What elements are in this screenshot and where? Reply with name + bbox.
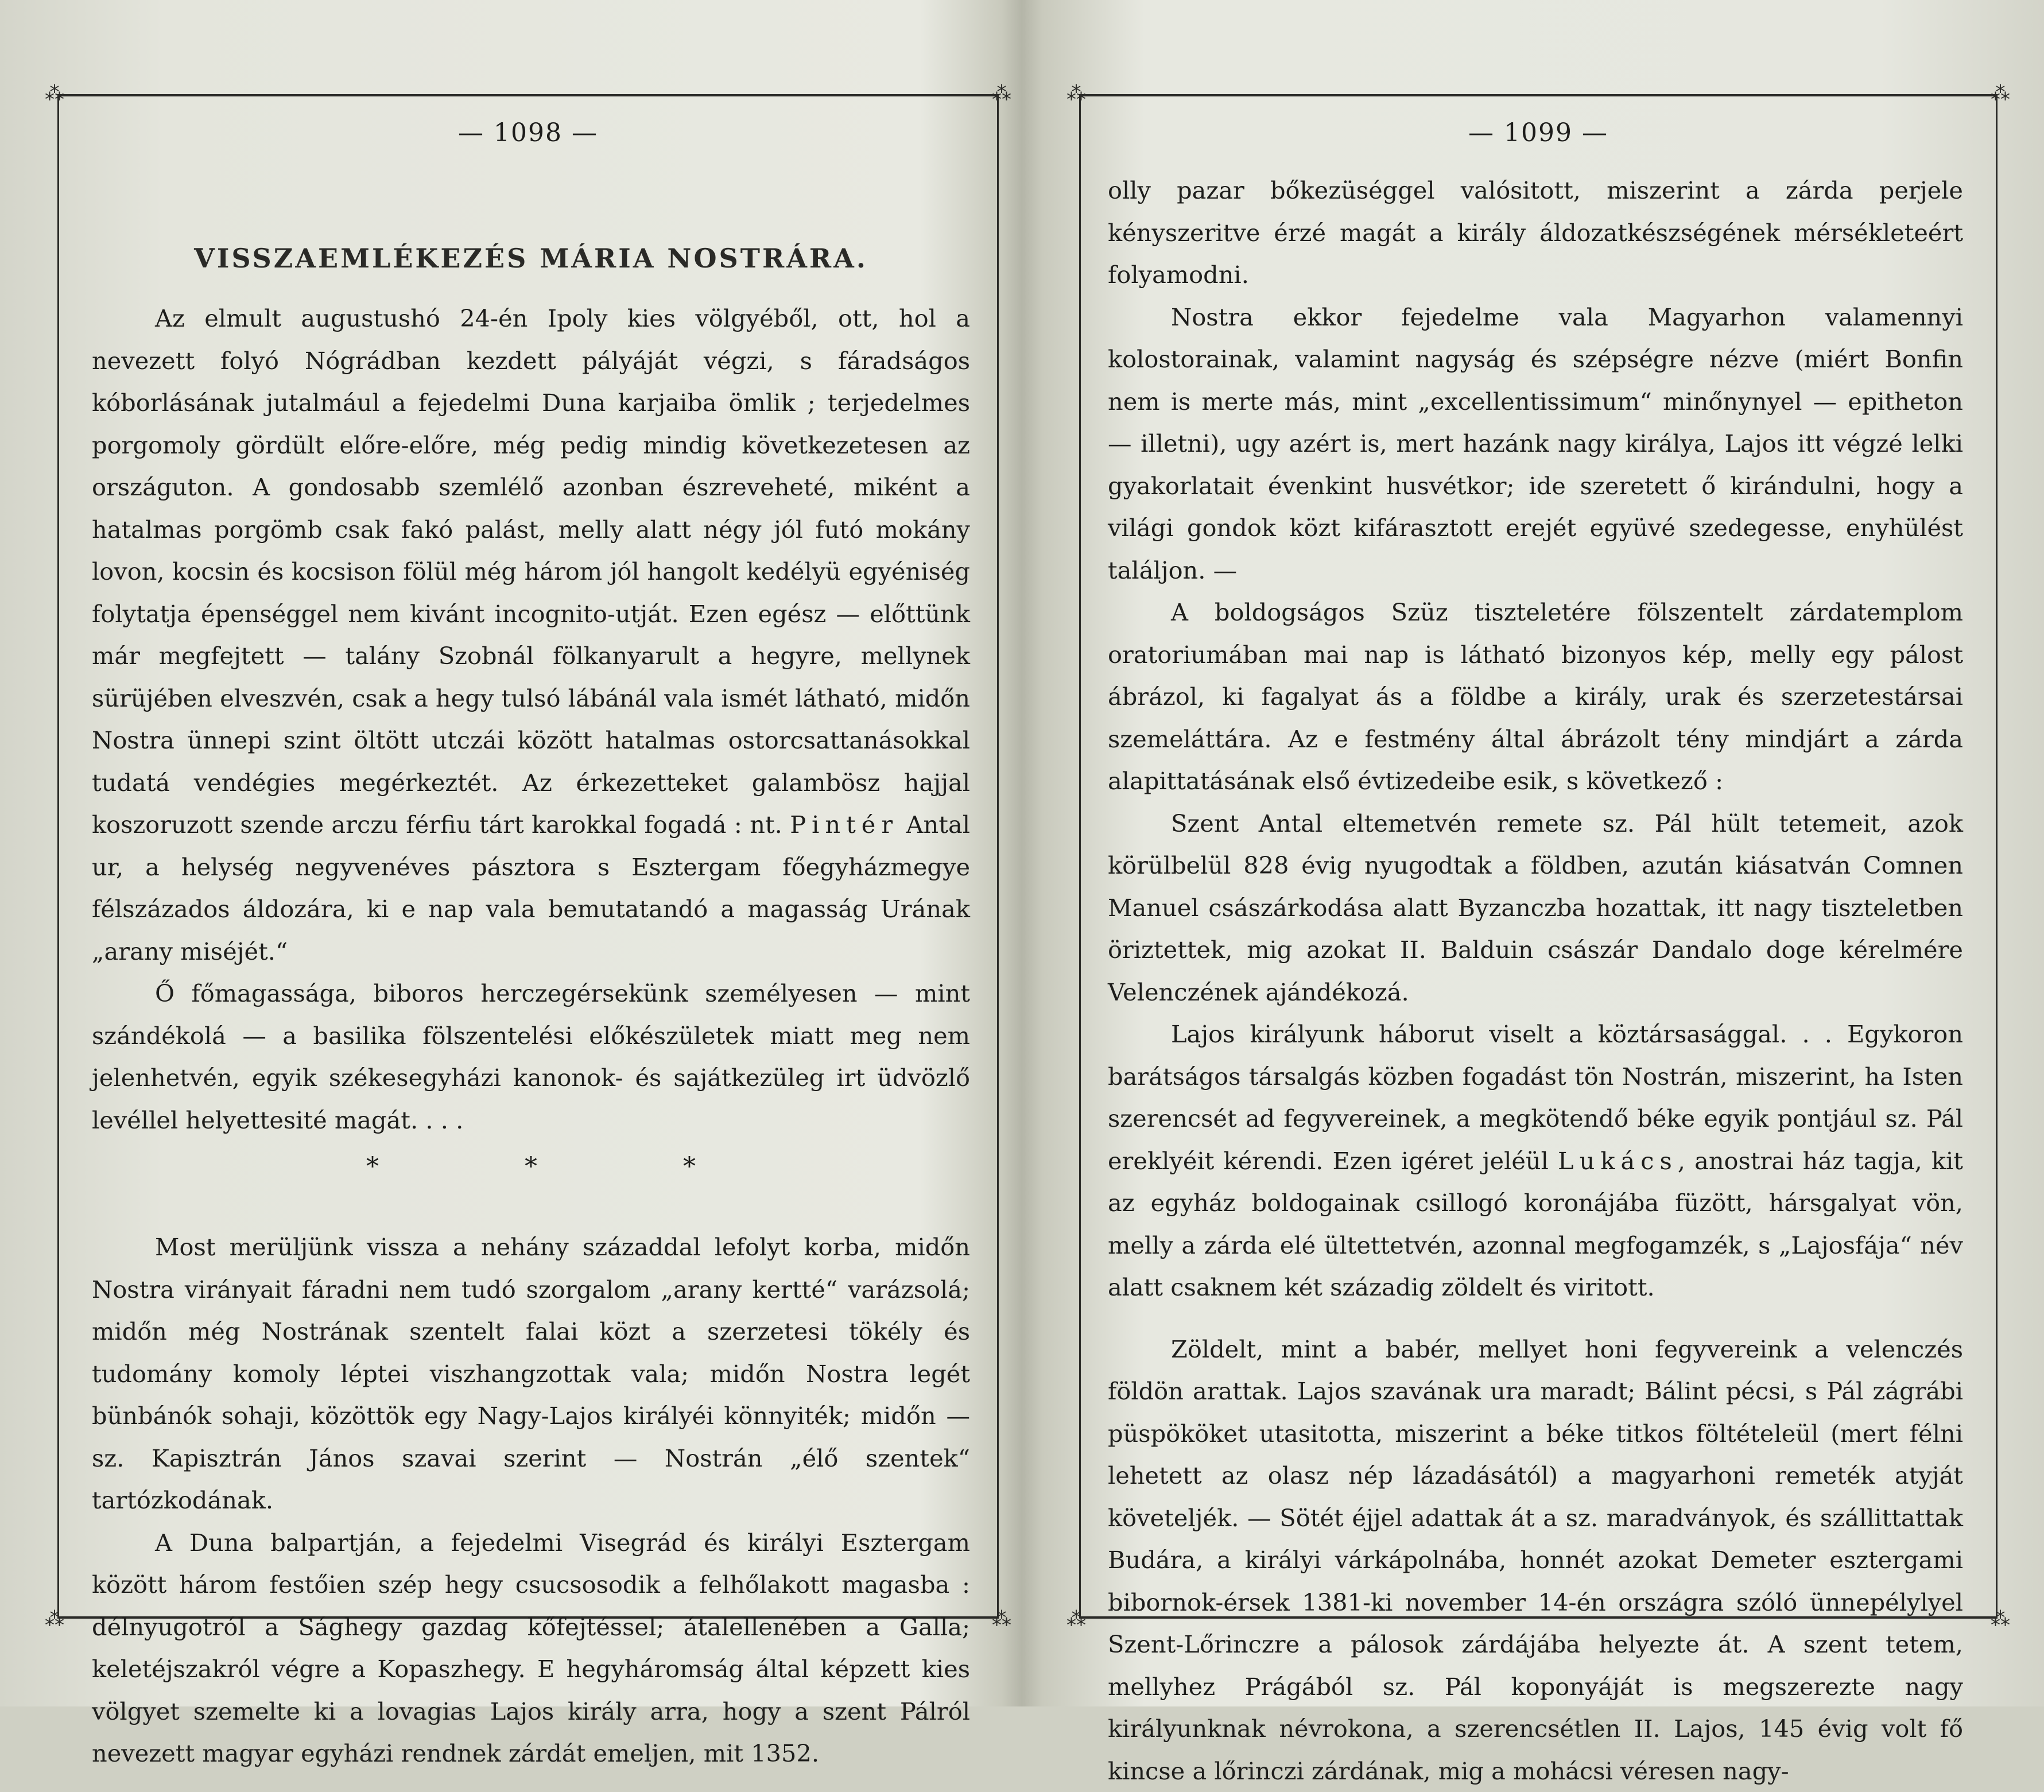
paragraph-text: Az elmult augustushó 24-én Ipoly kies völgyéből, ott, hol a nevezett folyó Nógrádban kezdett pályáját végzi, s fáradságos kóborlásának jutalmául a fejedelmi Duna karjaiba ömlik ; terjedelmes porgomoly gördült előre-előre, még pedig mindig következetesen az országuton. A gondosabb szemlélő azonban észreveheté, miként a hatalmas porgömb csak fakó palást, melly alatt négy jól futó mokány lovon, kocsin és kocsison fölül még három jól hangolt kedélyü egyéniség folytatja épenséggel nem kivánt incognito-utját. Ezen egész — előttünk már megfejtett — talány Szobnál fölkanyarult a hegyre, mellynek sürüjében elveszvén, csak a hegy tulsó lábánál vala ismét látható, midőn Nostra ünnepi szint öltött utczái között hatalmas ostorcsattanásokkal tudatá vendégies megérkeztét. Az érkezetteket galambösz hajjal koszoruzott szende arczu férfiu tárt karokkal fogadá : nt. bbox=[92, 304, 970, 839]
paragraph-text: Lajos királyunk háborut viselt a köztársasággal. . . Egykoron barátságos társalgás közben fogadást tön Nostrán, miszerint, ha Isten szerencsét ad fegyvereinek, a megkötendő béke egyik pontjául sz. Pál ereklyéit kérendi. Ezen igéret jeléül bbox=[1108, 1020, 1963, 1175]
paragraph-gap bbox=[1108, 1309, 1963, 1328]
top-border-rule bbox=[1079, 94, 1998, 96]
corner-ornament-icon: ⁂ bbox=[45, 84, 64, 103]
section-break-stars: * * * bbox=[92, 1153, 970, 1181]
paragraph: Most merüljünk vissza a nehány századdal lefolyt korba, midőn Nostra virányait fáradni nem tudó szorgalom „arany kertté“ varázsolá; midőn még Nostrának szentelt falai közt a szerzetesi tökély és tudomány komoly léptei viszhangzottak vala; midőn Nostra legét bünbánók sohaji, közöttök egy Nagy-Lajos királyéi könnyiték; midőn — sz. Kapisztrán János szavai szerint — Nostrán „élő szentek“ tartózkodának. bbox=[92, 1226, 970, 1522]
left-border-rule bbox=[57, 94, 59, 1619]
corner-ornament-icon: ⁂ bbox=[1066, 84, 1086, 103]
right-border-rule bbox=[997, 94, 999, 1619]
paragraph-text: , anostrai ház tagja, kit az egyház boldogainak csillogó koronájába füzött, hársgalyat vön, melly a zárda elé ültettetvén, azonnal megfogamzék, s „Lajosfája“ név alatt csaknem két századig zöldelt és viritott. bbox=[1108, 1147, 1963, 1302]
corner-ornament-icon: ⁂ bbox=[992, 1609, 1011, 1629]
corner-ornament-icon: ⁂ bbox=[45, 1609, 64, 1629]
paragraph bbox=[1108, 1013, 1963, 1309]
spaced-name: Pintér bbox=[790, 810, 898, 839]
top-border-rule bbox=[57, 94, 999, 96]
page-text bbox=[92, 166, 970, 1775]
corner-ornament-icon: ⁂ bbox=[1991, 84, 2010, 103]
paragraph: Szent Antal eltemetvén remete sz. Pál hült tetemeit, azok körülbelül 828 évig nyugodtak a földben, azután kiásatván Comnen Manuel császárkodása alatt Byzanczba hozattak, itt nagy tiszteletben öriztettek, mig azokat II. Balduin császár Dandalo doge kérelmére Velenczének ajándékozá. bbox=[1108, 802, 1963, 1014]
paragraph: Ő főmagassága, biboros herczegérsekünk személyesen — mint szándékolá — a basilika fölszentelési előkészületek miatt meg nem jelenhetvén, egyik székesegyházi kanonok- és sajátkezüleg irt üdvözlő levéllel helyettesité magát. . . . bbox=[92, 972, 970, 1141]
right-border-rule bbox=[1996, 94, 1998, 1619]
paragraph bbox=[92, 297, 970, 972]
spaced-name: Lukács bbox=[1558, 1147, 1678, 1175]
paragraph: A boldogságos Szüz tiszteletére fölszentelt zárdatemplom oratoriumában mai nap is látható bizonyos kép, melly egy pálost ábrázol, ki fagalyat ás a földbe a király, urak és szerzetestársai szemeláttára. Az e festmény által ábrázolt tény mindjárt a zárda alapittatásának első évtizedeibe esik, s következő : bbox=[1108, 591, 1963, 802]
paragraph-text: Antal ur, a helység negyvenéves pásztora s Esztergam főegyházmegye félszázados áldozára, ki e nap vala bemutatandó a magasság Urának „arany miséjét.“ bbox=[92, 810, 970, 965]
page-number: — 1099 — bbox=[1079, 118, 1998, 148]
corner-ornament-icon: ⁂ bbox=[1991, 1609, 2010, 1629]
article-title: VISSZAEMLÉKEZÉS MÁRIA NOSTRÁRA. bbox=[92, 241, 970, 276]
right-page bbox=[1079, 80, 1998, 1624]
paragraph: Zöldelt, mint a babér, mellyet honi fegyvereink a velenczés földön arattak. Lajos szavának ura maradt; Bálint pécsi, s Pál zágrábi püspököket utasitotta, miszerint a béke titkos föltételeül (mert félni lehetett az olasz nép lázadásától) a magyarhoni remeték atyját követeljék. — Sötét éjjel adattak át a sz. maradványok, és szállittattak Budára, a királyi várkápolnába, honnét azokat Demeter esztergami bibornok-érsek 1381-ki november 14-én országra szóló ünnepélylyel Szent-Lőrinczre a pálosok zárdájába helyezte át. A szent tetem, mellyhez Prágából sz. Pál koponyáját is megszerezte nagy királyunknak névrokona, a szerencsétlen II. Lajos, 145 évig volt fő kincse a lőrinczi zárdának, mig a mohácsi véresen nagy- bbox=[1108, 1328, 1963, 1792]
page-text bbox=[1108, 169, 1963, 1792]
paragraph: Nostra ekkor fejedelme vala Magyarhon valamennyi kolostorainak, valamint nagyság és szépségre nézve (miért Bonfin nem is merte más, mint „excellentissimum“ minőnynyel — epitheton — illetni), ugy azért is, mert hazánk nagy királya, Lajos itt végzé lelki gyakorlatait évenkint husvétkor; ide szeretett ő kirándulni, hogy a világi gondok közt kifárasztott erejét együvé szedegesse, enyhülést találjon. — bbox=[1108, 296, 1963, 592]
corner-ornament-icon: ⁂ bbox=[1066, 1609, 1086, 1629]
paragraph: olly pazar bőkezüséggel valósitott, miszerint a zárda perjele kényszeritve érzé magát a király áldozatkészségének mérsékleteért folyamodni. bbox=[1108, 169, 1963, 296]
left-page bbox=[57, 80, 999, 1624]
paragraph: A Duna balpartján, a fejedelmi Visegrád és királyi Esztergam között három festőien szép hegy csucsosodik a felhőlakott magasba : délnyugotról a Sághegy gazdag kőfejtéssel; átalellenében a Galla; keletéjszakról végre a Kopaszhegy. E hegyháromság által képzett kies völgyet szemelte ki a lovagias Lajos király arra, hogy a szent Pálról nevezett magyar egyházi rendnek zárdát emeljen, mit 1352. bbox=[92, 1522, 970, 1775]
corner-ornament-icon: ⁂ bbox=[992, 84, 1011, 103]
left-border-rule bbox=[1079, 94, 1081, 1619]
page-number: — 1098 — bbox=[57, 118, 999, 148]
